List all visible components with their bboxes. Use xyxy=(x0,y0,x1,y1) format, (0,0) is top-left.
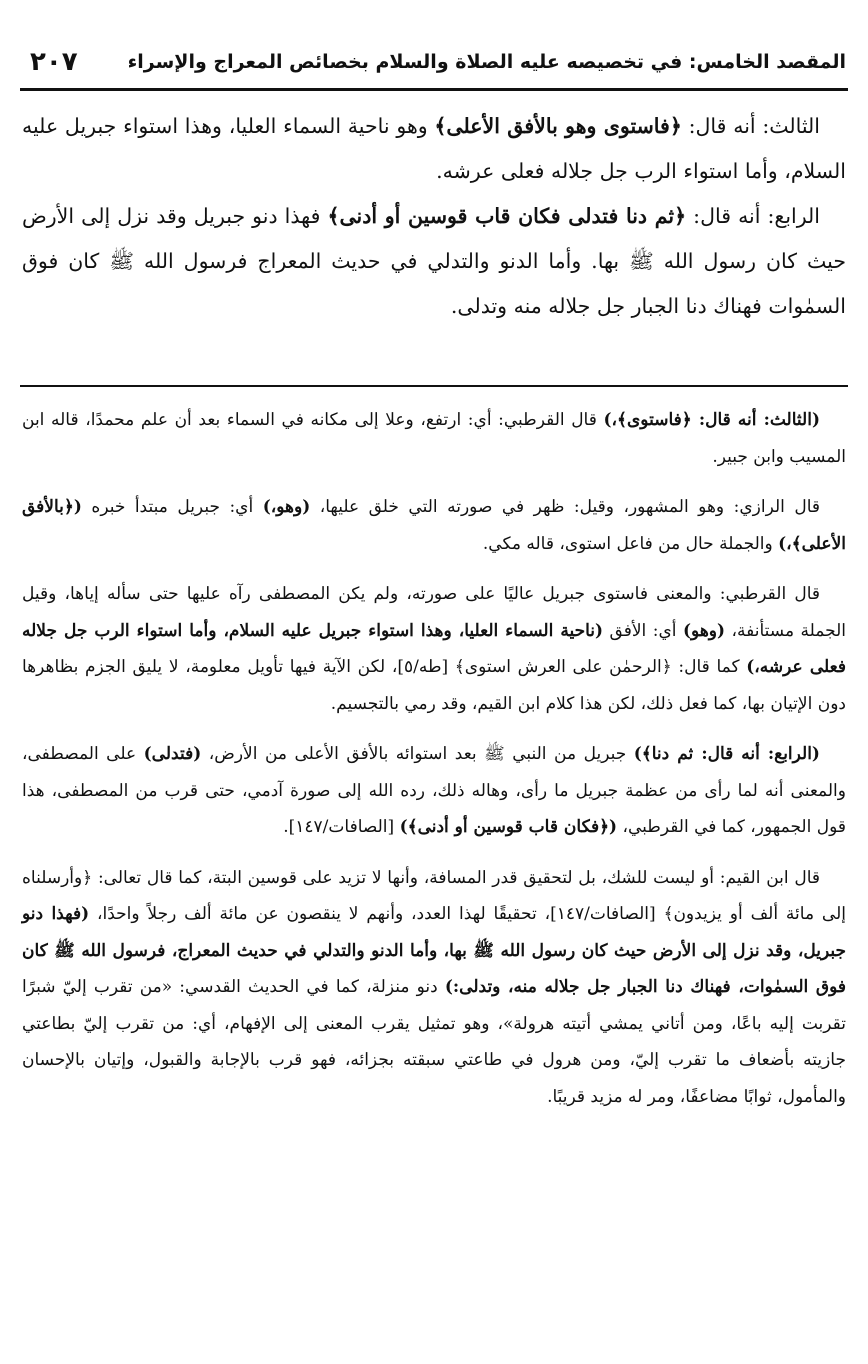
running-header xyxy=(22,40,846,84)
quoted-lemma: (الثالث: أنه قال: ﴿فاستوى﴾،) xyxy=(603,410,820,430)
main-text xyxy=(22,104,846,329)
quoted-lemma: (ناحية السماء العليا، وهذا استواء جبريل عليه السلام، وأما استواء الرب جل جلاله فعلى عرشه،) xyxy=(22,620,846,677)
quoted-lemma: (﴿فكان قاب قوسين أو أدنى﴾) xyxy=(399,817,618,837)
commentary-text: والجملة حال من فاعل استوى، قاله مكي. xyxy=(482,533,779,554)
commentary-paragraph xyxy=(22,860,846,1116)
commentary-text: قال القرطبي: والمعنى فاستوى جبريل عاليًا على صورته، ولم يكن المصطفى رآه عليها حتى سأله إياها، وقيل الجملة مستأنفة، xyxy=(22,584,846,641)
commentary-paragraph xyxy=(22,489,846,562)
quoted-lemma: (وهو،) xyxy=(262,497,311,517)
commentary-text: قال ابن القيم: أو ليست للشك، بل لتحقيق قدر المسافة، وأنها لا تزيد على قوسين البتة، كما قال تعالى: ﴿وأرسلناه إلى مائة ألف أو يزيدون﴾ [الصافات/١٤٧]، تحقيقًا لهذا العدد، وأنهم لا ينقصون عن مائة ألف رجلاً واحدًا، xyxy=(22,867,847,924)
quran-quote: ﴿ثم دنا فتدلى فكان قاب قوسين أو أدنى﴾ xyxy=(327,204,687,228)
commentary xyxy=(22,402,846,1129)
commentary-text: أي: الأفق xyxy=(603,620,683,641)
main-paragraph-third xyxy=(22,104,846,194)
header-rule xyxy=(20,88,848,91)
main-paragraph-fourth xyxy=(22,194,846,329)
commentary-paragraph xyxy=(22,576,846,722)
page-number: ٢٠٧ xyxy=(30,47,78,77)
quoted-lemma: (فهذا دنو جبريل، وقد نزل إلى الأرض حيث كان رسول الله ﷺ بها، وأما الدنو والتدلي في حديث المعراج، فرسول الله ﷺ كان فوق السمٰوات، فهناك دنا الجبار جل جلاله منه، وتدلى:) xyxy=(22,904,847,997)
quoted-lemma: (فتدلى) xyxy=(143,744,202,764)
commentary-text: على المصطفى، والمعنى أنه لما رأى من عظمة جبريل ما رأى، وهاله ذلك، رده الله إلى صورة آدمي، حتى قرب من المصطفى، هذا قول الجمهور، كما في القرطبي، xyxy=(22,744,846,837)
commentary-text: كما قال: ﴿الرحمٰن على العرش استوى﴾ [طه/٥]، لكن الآية فيها تأويل معلومة، لا يليق الجزم بظاهرها دون الإتيان بها، كما فعل ذلك، لكن هذا كلام ابن القيم، وقد رمي بالتجسيم. xyxy=(22,657,846,714)
commentary-text: جبريل من النبي ﷺ بعد استوائه بالأفق الأعلى من الأرض، xyxy=(201,744,634,764)
commentary-paragraph xyxy=(22,736,846,846)
commentary-text: أي: جبريل مبتدأ خبره xyxy=(81,497,263,517)
footnote-divider xyxy=(20,385,848,387)
quoted-lemma: (وهو) xyxy=(683,620,726,641)
commentary-text: قال الرازي: وهو المشهور، وقيل: ظهر في صورته التي خلق عليها، xyxy=(310,497,820,517)
commentary-paragraph xyxy=(22,402,846,475)
commentary-text: قال القرطبي: أي: ارتفع، وعلا إلى مكانه في السماء بعد أن علم محمدًا، قاله ابن المسيب وابن جبير. xyxy=(22,410,846,467)
paragraph-text: وهو ناحية السماء العليا، وهذا استواء جبريل عليه السلام، وأما استواء الرب جل جلاله فعلى عرشه. xyxy=(22,114,846,183)
paragraph-lead: الرابع: أنه قال: xyxy=(686,204,820,228)
chapter-title: المقصد الخامس: في تخصيصه عليه الصلاة والسلام بخصائص المعراج والإسراء xyxy=(127,51,846,73)
quoted-lemma: (الرابع: أنه قال: ثم دنا﴾) xyxy=(633,744,820,764)
quoted-lemma: (﴿بالأفق الأعلى﴾،) xyxy=(22,497,846,554)
quran-quote: ﴿فاستوى وهو بالأفق الأعلى﴾ xyxy=(434,114,682,138)
commentary-text: دنو منزلة، كما في الحديث القدسي: «من تقرب إليّ شبرًا تقربت إليه باعًا، ومن أتاني يمشي أتيته هرولة»، وهو تمثيل يقرب المعنى إلى الإفهام، أي: من تقرب إليّ بطاعتي جازيته بأضعاف ما تقرب إليّ، ومن هرول في طاعتي سبقته بجزائه، فهو قرب بالإجابة والقبول، وإتيان بالإحسان والمأمول، ثوابًا مضاعفًا، ومر له مزيد قريبًا. xyxy=(22,977,846,1107)
paragraph-text: فهذا دنو جبريل وقد نزل إلى الأرض حيث كان رسول الله ﷺ بها. وأما الدنو والتدلي في حديث المعراج فرسول الله ﷺ كان فوق السمٰوات فهناك دنا الجبار جل جلاله منه وتدلى. xyxy=(22,204,846,318)
commentary-text: [الصافات/١٤٧]. xyxy=(283,817,400,837)
paragraph-lead: الثالث: أنه قال: xyxy=(681,114,820,138)
